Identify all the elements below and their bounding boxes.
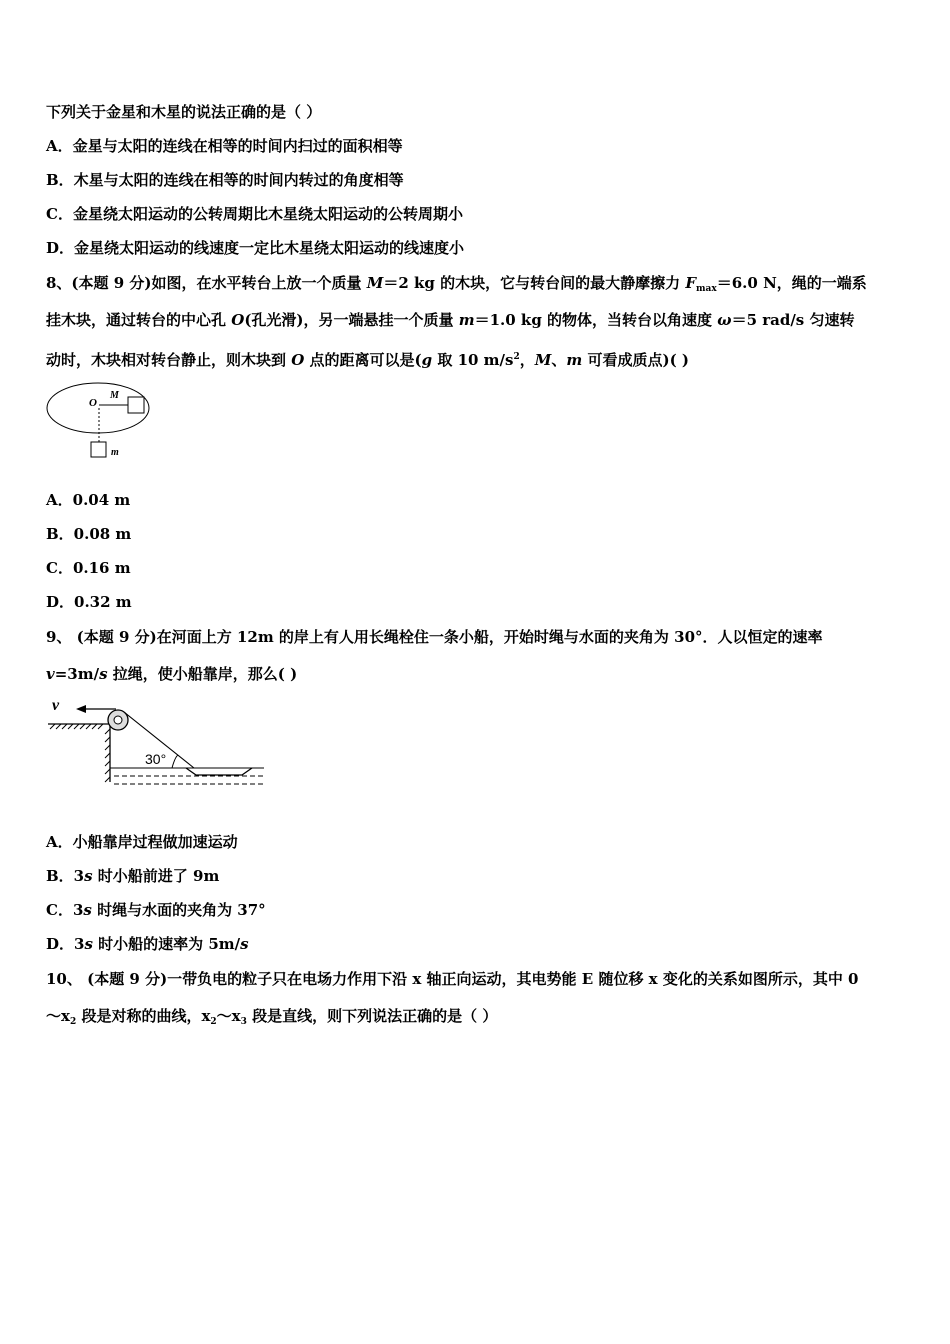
q7-option-b: B．木星与太阳的连线在相等的时间内转过的角度相等 (46, 171, 404, 189)
label-m: m (111, 447, 119, 458)
q9-boat-figure (44, 692, 270, 794)
bank-hatch-5 (74, 724, 79, 729)
wall-hatch-1 (105, 729, 110, 734)
q9-option-c: C．3s 时绳与水面的夹角为 37° (46, 901, 266, 919)
q9-stem-line-1: 9、 (本题 9 分)在河面上方 12m 的岸上有人用长绳栓住一条小船，开始时绳与水面的夹角为 30°．人以恒定的速率 (46, 628, 823, 646)
wall-hatch-2 (105, 737, 110, 742)
wall-hatch-6 (105, 769, 110, 774)
q7-option-a: A．金星与太阳的连线在相等的时间内扫过的面积相等 (46, 137, 403, 155)
label-O: O (89, 397, 97, 409)
q8-stem-line-2: 挂木块，通过转台的中心孔 O(孔光滑)，另一端悬挂一个质量 m＝1.0 kg 的物体，当转台以角速度 ω＝5 rad/s 匀速转 (46, 311, 855, 329)
q8-stem-line-3: 动时，木块相对转台静止，则木块到 O 点的距离可以是(g 取 10 $m/s^2$，M、m 可看成质点)( ) (46, 351, 690, 369)
q9-option-b: B．3s 时小船前进了 9m (46, 867, 220, 885)
angle-arc (172, 755, 178, 768)
label-M: M (110, 390, 119, 401)
wall-hatch-3 (105, 745, 110, 750)
hanging-block-m (91, 442, 106, 457)
q8-turntable-figure (44, 378, 154, 464)
q8-option-d: D．0.32 m (46, 593, 132, 611)
q10-stem-line-1: 10、 (本题 9 分)一带负电的粒子只在电场力作用下沿 x 轴正向运动，其电势能 E 随位移 x 变化的关系如图所示，其中 0 (46, 970, 859, 988)
bank-hatch-8 (92, 724, 97, 729)
bank-hatch-7 (86, 724, 91, 729)
q10-stem-line-2: $\sim x_2$ 段是对称的曲线，$x_2\sim x_3$ 段是直线，则下列说法正确的是（ ） (46, 1007, 498, 1027)
bank-hatch-9 (98, 724, 103, 729)
angle-label: 30° (145, 751, 167, 767)
pulley-inner (114, 716, 122, 724)
bank-hatch-2 (56, 724, 61, 729)
q8-option-a: A．0.04 m (46, 491, 131, 509)
q9-stem-line-2: v=3m/s 拉绳，使小船靠岸，那么( ) (46, 665, 298, 683)
wall-hatch-7 (105, 777, 110, 782)
q8-option-b: B．0.08 m (46, 525, 132, 543)
velocity-arrowhead (76, 705, 86, 713)
bank-hatch-6 (80, 724, 85, 729)
wall-hatch-4 (105, 753, 110, 758)
q8-option-c: C．0.16 m (46, 559, 131, 577)
wall-hatch-5 (105, 761, 110, 766)
q7-option-d: D．金星绕太阳运动的线速度一定比木星绕太阳运动的线速度小 (46, 239, 465, 257)
q9-option-a: A．小船靠岸过程做加速运动 (46, 833, 238, 851)
q7-stem: 下列关于金星和木星的说法正确的是（ ） (46, 103, 322, 121)
q9-option-d: D．3s 时小船的速率为 5m/s (46, 935, 249, 953)
bank-hatch-3 (62, 724, 67, 729)
block-M (128, 397, 144, 413)
bank-hatch-1 (50, 724, 55, 729)
bank-hatch-4 (68, 724, 73, 729)
q8-stem-line-1: 8、(本题 9 分)如图，在水平转台上放一个质量 M＝2 kg 的木块，它与转台间的最大静摩擦力 $F_{max}=6.0$ N，绳的一端系 (46, 274, 867, 294)
q7-option-c: C．金星绕太阳运动的公转周期比木星绕太阳运动的公转周期小 (46, 205, 463, 223)
label-v: v (52, 697, 60, 714)
boat (186, 768, 252, 775)
